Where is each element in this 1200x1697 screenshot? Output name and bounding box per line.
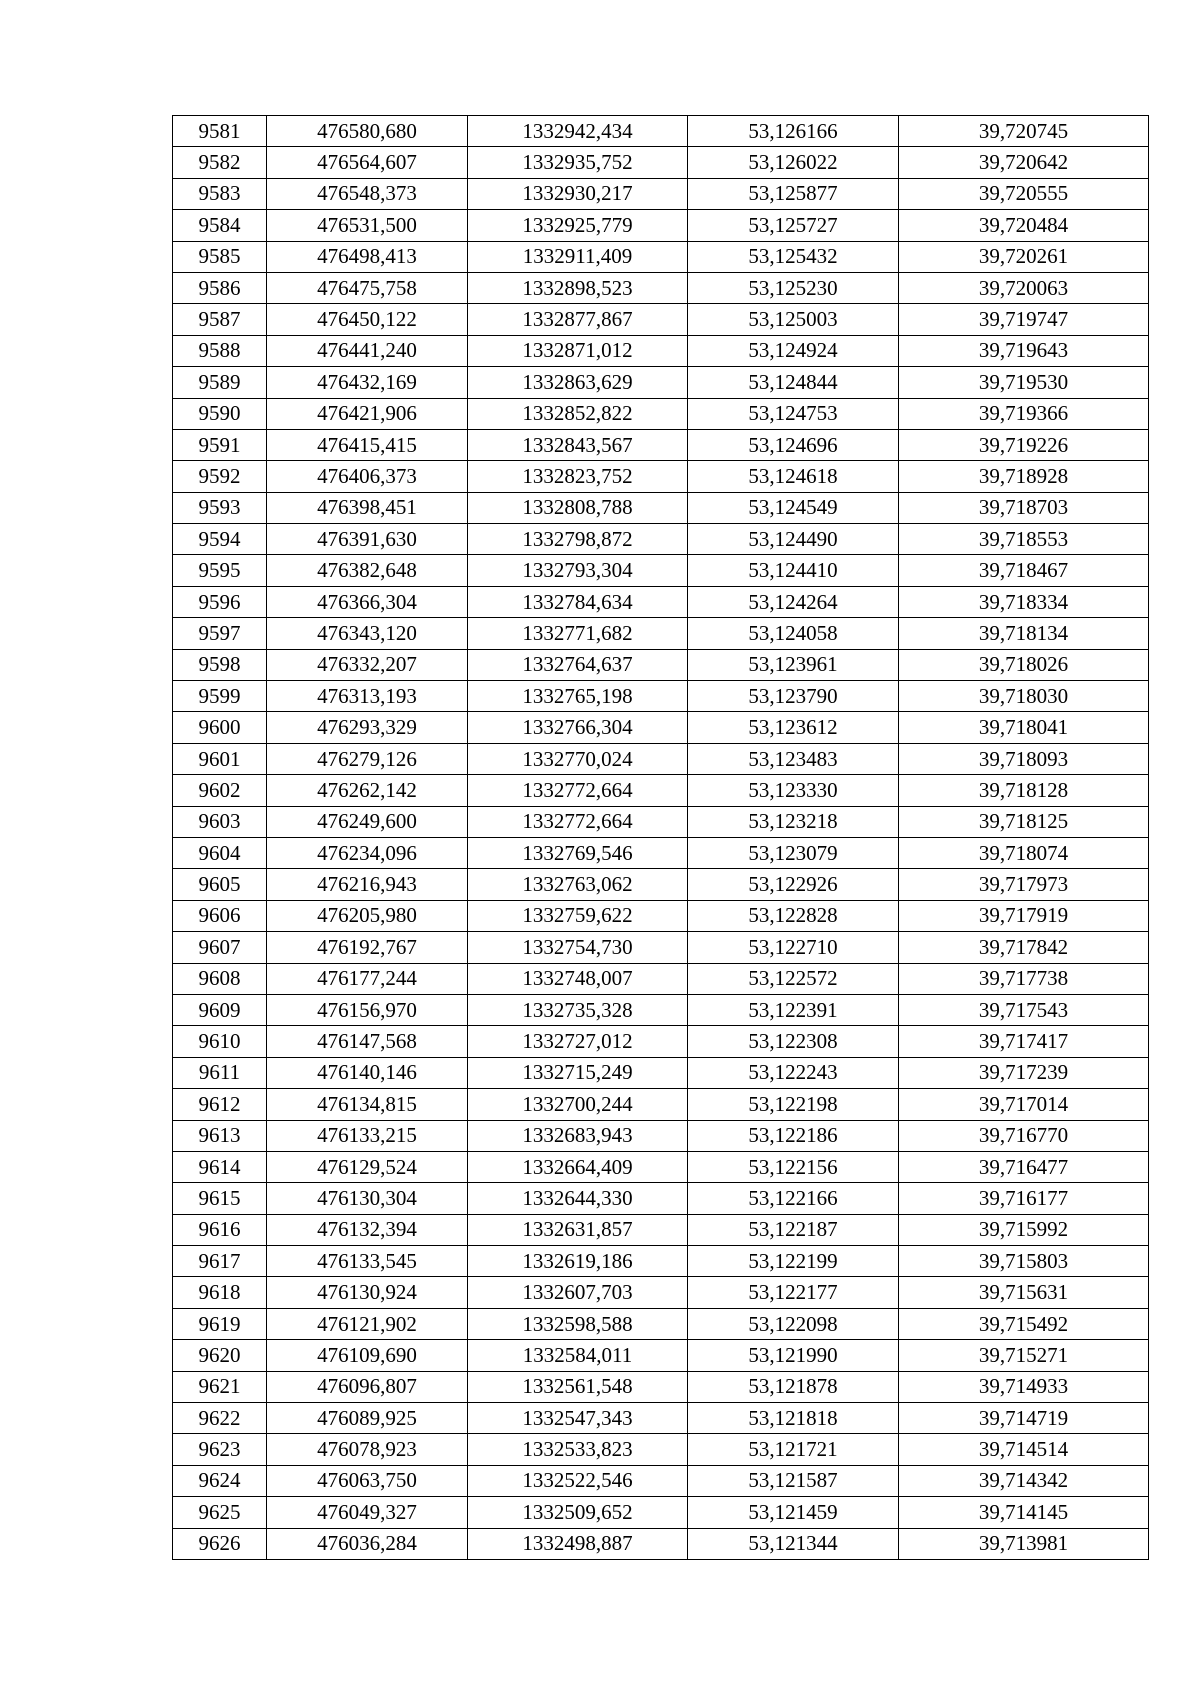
y-coordinate-cell: 1332763,062 xyxy=(468,869,688,900)
latitude-cell: 53,122243 xyxy=(688,1057,899,1088)
table-row xyxy=(173,775,1149,806)
longitude-cell: 39,714719 xyxy=(899,1403,1149,1434)
x-coordinate-cell: 476132,394 xyxy=(267,1214,468,1245)
table-row xyxy=(173,1403,1149,1434)
latitude-cell: 53,123330 xyxy=(688,775,899,806)
longitude-cell: 39,718128 xyxy=(899,775,1149,806)
y-coordinate-cell: 1332769,546 xyxy=(468,837,688,868)
longitude-cell: 39,717417 xyxy=(899,1026,1149,1057)
longitude-cell: 39,717973 xyxy=(899,869,1149,900)
x-coordinate-cell: 476089,925 xyxy=(267,1403,468,1434)
latitude-cell: 53,122187 xyxy=(688,1214,899,1245)
table-row xyxy=(173,1434,1149,1465)
latitude-cell: 53,124549 xyxy=(688,492,899,523)
table-row xyxy=(173,335,1149,366)
latitude-cell: 53,125727 xyxy=(688,210,899,241)
x-coordinate-cell: 476109,690 xyxy=(267,1340,468,1371)
latitude-cell: 53,124696 xyxy=(688,429,899,460)
y-coordinate-cell: 1332771,682 xyxy=(468,618,688,649)
latitude-cell: 53,122199 xyxy=(688,1246,899,1277)
longitude-cell: 39,716770 xyxy=(899,1120,1149,1151)
y-coordinate-cell: 1332498,887 xyxy=(468,1528,688,1559)
point-number-cell: 9612 xyxy=(173,1089,267,1120)
latitude-cell: 53,125003 xyxy=(688,304,899,335)
longitude-cell: 39,719530 xyxy=(899,367,1149,398)
longitude-cell: 39,716477 xyxy=(899,1151,1149,1182)
longitude-cell: 39,715271 xyxy=(899,1340,1149,1371)
table-row xyxy=(173,1465,1149,1496)
table-row xyxy=(173,178,1149,209)
point-number-cell: 9587 xyxy=(173,304,267,335)
longitude-cell: 39,718030 xyxy=(899,681,1149,712)
x-coordinate-cell: 476249,600 xyxy=(267,806,468,837)
y-coordinate-cell: 1332942,434 xyxy=(468,116,688,147)
point-number-cell: 9596 xyxy=(173,586,267,617)
table-row xyxy=(173,272,1149,303)
latitude-cell: 53,122098 xyxy=(688,1308,899,1339)
x-coordinate-cell: 476129,524 xyxy=(267,1151,468,1182)
x-coordinate-cell: 476398,451 xyxy=(267,492,468,523)
y-coordinate-cell: 1332522,546 xyxy=(468,1465,688,1496)
longitude-cell: 39,720642 xyxy=(899,147,1149,178)
y-coordinate-cell: 1332754,730 xyxy=(468,932,688,963)
point-number-cell: 9610 xyxy=(173,1026,267,1057)
x-coordinate-cell: 476130,924 xyxy=(267,1277,468,1308)
coordinates-table-body xyxy=(173,116,1149,1560)
longitude-cell: 39,719366 xyxy=(899,398,1149,429)
point-number-cell: 9594 xyxy=(173,524,267,555)
y-coordinate-cell: 1332533,823 xyxy=(468,1434,688,1465)
table-row xyxy=(173,743,1149,774)
y-coordinate-cell: 1332843,567 xyxy=(468,429,688,460)
latitude-cell: 53,124753 xyxy=(688,398,899,429)
table-row xyxy=(173,210,1149,241)
y-coordinate-cell: 1332863,629 xyxy=(468,367,688,398)
longitude-cell: 39,718467 xyxy=(899,555,1149,586)
point-number-cell: 9624 xyxy=(173,1465,267,1496)
x-coordinate-cell: 476432,169 xyxy=(267,367,468,398)
longitude-cell: 39,718041 xyxy=(899,712,1149,743)
table-row xyxy=(173,1497,1149,1528)
x-coordinate-cell: 476134,815 xyxy=(267,1089,468,1120)
latitude-cell: 53,126022 xyxy=(688,147,899,178)
y-coordinate-cell: 1332619,186 xyxy=(468,1246,688,1277)
longitude-cell: 39,713981 xyxy=(899,1528,1149,1559)
table-row xyxy=(173,900,1149,931)
longitude-cell: 39,717239 xyxy=(899,1057,1149,1088)
point-number-cell: 9604 xyxy=(173,837,267,868)
latitude-cell: 53,123790 xyxy=(688,681,899,712)
y-coordinate-cell: 1332547,343 xyxy=(468,1403,688,1434)
x-coordinate-cell: 476234,096 xyxy=(267,837,468,868)
y-coordinate-cell: 1332898,523 xyxy=(468,272,688,303)
x-coordinate-cell: 476406,373 xyxy=(267,461,468,492)
x-coordinate-cell: 476133,545 xyxy=(267,1246,468,1277)
table-row xyxy=(173,586,1149,617)
table-row xyxy=(173,649,1149,680)
latitude-cell: 53,121459 xyxy=(688,1497,899,1528)
longitude-cell: 39,717543 xyxy=(899,994,1149,1025)
x-coordinate-cell: 476078,923 xyxy=(267,1434,468,1465)
y-coordinate-cell: 1332631,857 xyxy=(468,1214,688,1245)
latitude-cell: 53,121878 xyxy=(688,1371,899,1402)
point-number-cell: 9595 xyxy=(173,555,267,586)
x-coordinate-cell: 476498,413 xyxy=(267,241,468,272)
latitude-cell: 53,121721 xyxy=(688,1434,899,1465)
point-number-cell: 9582 xyxy=(173,147,267,178)
latitude-cell: 53,125432 xyxy=(688,241,899,272)
point-number-cell: 9599 xyxy=(173,681,267,712)
point-number-cell: 9606 xyxy=(173,900,267,931)
longitude-cell: 39,718074 xyxy=(899,837,1149,868)
point-number-cell: 9588 xyxy=(173,335,267,366)
point-number-cell: 9583 xyxy=(173,178,267,209)
point-number-cell: 9581 xyxy=(173,116,267,147)
table-row xyxy=(173,869,1149,900)
x-coordinate-cell: 476177,244 xyxy=(267,963,468,994)
point-number-cell: 9603 xyxy=(173,806,267,837)
point-number-cell: 9585 xyxy=(173,241,267,272)
point-number-cell: 9584 xyxy=(173,210,267,241)
x-coordinate-cell: 476391,630 xyxy=(267,524,468,555)
latitude-cell: 53,124410 xyxy=(688,555,899,586)
point-number-cell: 9605 xyxy=(173,869,267,900)
y-coordinate-cell: 1332607,703 xyxy=(468,1277,688,1308)
point-number-cell: 9601 xyxy=(173,743,267,774)
latitude-cell: 53,121990 xyxy=(688,1340,899,1371)
longitude-cell: 39,715631 xyxy=(899,1277,1149,1308)
table-row xyxy=(173,398,1149,429)
table-row xyxy=(173,1371,1149,1402)
latitude-cell: 53,122308 xyxy=(688,1026,899,1057)
y-coordinate-cell: 1332772,664 xyxy=(468,806,688,837)
y-coordinate-cell: 1332823,752 xyxy=(468,461,688,492)
latitude-cell: 53,122156 xyxy=(688,1151,899,1182)
point-number-cell: 9597 xyxy=(173,618,267,649)
x-coordinate-cell: 476192,767 xyxy=(267,932,468,963)
latitude-cell: 53,122926 xyxy=(688,869,899,900)
point-number-cell: 9591 xyxy=(173,429,267,460)
table-row xyxy=(173,681,1149,712)
coordinates-table xyxy=(172,115,1149,1560)
table-row xyxy=(173,429,1149,460)
x-coordinate-cell: 476140,146 xyxy=(267,1057,468,1088)
x-coordinate-cell: 476205,980 xyxy=(267,900,468,931)
y-coordinate-cell: 1332930,217 xyxy=(468,178,688,209)
y-coordinate-cell: 1332808,788 xyxy=(468,492,688,523)
longitude-cell: 39,720063 xyxy=(899,272,1149,303)
table-row xyxy=(173,555,1149,586)
latitude-cell: 53,121587 xyxy=(688,1465,899,1496)
latitude-cell: 53,124844 xyxy=(688,367,899,398)
latitude-cell: 53,123961 xyxy=(688,649,899,680)
latitude-cell: 53,124264 xyxy=(688,586,899,617)
longitude-cell: 39,714933 xyxy=(899,1371,1149,1402)
latitude-cell: 53,125230 xyxy=(688,272,899,303)
table-row xyxy=(173,524,1149,555)
point-number-cell: 9586 xyxy=(173,272,267,303)
longitude-cell: 39,719226 xyxy=(899,429,1149,460)
longitude-cell: 39,718134 xyxy=(899,618,1149,649)
y-coordinate-cell: 1332683,943 xyxy=(468,1120,688,1151)
latitude-cell: 53,126166 xyxy=(688,116,899,147)
point-number-cell: 9616 xyxy=(173,1214,267,1245)
table-row xyxy=(173,1120,1149,1151)
latitude-cell: 53,123612 xyxy=(688,712,899,743)
table-row xyxy=(173,1528,1149,1559)
longitude-cell: 39,720261 xyxy=(899,241,1149,272)
x-coordinate-cell: 476548,373 xyxy=(267,178,468,209)
point-number-cell: 9609 xyxy=(173,994,267,1025)
point-number-cell: 9607 xyxy=(173,932,267,963)
y-coordinate-cell: 1332561,548 xyxy=(468,1371,688,1402)
point-number-cell: 9623 xyxy=(173,1434,267,1465)
table-row xyxy=(173,712,1149,743)
point-number-cell: 9608 xyxy=(173,963,267,994)
x-coordinate-cell: 476564,607 xyxy=(267,147,468,178)
x-coordinate-cell: 476421,906 xyxy=(267,398,468,429)
table-row xyxy=(173,1151,1149,1182)
y-coordinate-cell: 1332793,304 xyxy=(468,555,688,586)
table-row xyxy=(173,304,1149,335)
longitude-cell: 39,720555 xyxy=(899,178,1149,209)
x-coordinate-cell: 476063,750 xyxy=(267,1465,468,1496)
latitude-cell: 53,122572 xyxy=(688,963,899,994)
y-coordinate-cell: 1332925,779 xyxy=(468,210,688,241)
point-number-cell: 9613 xyxy=(173,1120,267,1151)
y-coordinate-cell: 1332584,011 xyxy=(468,1340,688,1371)
y-coordinate-cell: 1332770,024 xyxy=(468,743,688,774)
point-number-cell: 9614 xyxy=(173,1151,267,1182)
table-row xyxy=(173,618,1149,649)
longitude-cell: 39,720745 xyxy=(899,116,1149,147)
x-coordinate-cell: 476036,284 xyxy=(267,1528,468,1559)
y-coordinate-cell: 1332700,244 xyxy=(468,1089,688,1120)
table-row xyxy=(173,932,1149,963)
latitude-cell: 53,123218 xyxy=(688,806,899,837)
longitude-cell: 39,715492 xyxy=(899,1308,1149,1339)
x-coordinate-cell: 476133,215 xyxy=(267,1120,468,1151)
table-row xyxy=(173,241,1149,272)
y-coordinate-cell: 1332509,652 xyxy=(468,1497,688,1528)
x-coordinate-cell: 476382,648 xyxy=(267,555,468,586)
y-coordinate-cell: 1332727,012 xyxy=(468,1026,688,1057)
latitude-cell: 53,124924 xyxy=(688,335,899,366)
table-row xyxy=(173,492,1149,523)
point-number-cell: 9625 xyxy=(173,1497,267,1528)
table-row xyxy=(173,367,1149,398)
longitude-cell: 39,718334 xyxy=(899,586,1149,617)
x-coordinate-cell: 476216,943 xyxy=(267,869,468,900)
longitude-cell: 39,717014 xyxy=(899,1089,1149,1120)
point-number-cell: 9598 xyxy=(173,649,267,680)
x-coordinate-cell: 476262,142 xyxy=(267,775,468,806)
latitude-cell: 53,124618 xyxy=(688,461,899,492)
x-coordinate-cell: 476147,568 xyxy=(267,1026,468,1057)
longitude-cell: 39,714514 xyxy=(899,1434,1149,1465)
table-row xyxy=(173,1183,1149,1214)
latitude-cell: 53,124058 xyxy=(688,618,899,649)
x-coordinate-cell: 476332,207 xyxy=(267,649,468,680)
y-coordinate-cell: 1332798,872 xyxy=(468,524,688,555)
table-row xyxy=(173,1308,1149,1339)
x-coordinate-cell: 476580,680 xyxy=(267,116,468,147)
latitude-cell: 53,122710 xyxy=(688,932,899,963)
table-row xyxy=(173,1214,1149,1245)
longitude-cell: 39,714145 xyxy=(899,1497,1149,1528)
longitude-cell: 39,715803 xyxy=(899,1246,1149,1277)
x-coordinate-cell: 476049,327 xyxy=(267,1497,468,1528)
table-row xyxy=(173,994,1149,1025)
y-coordinate-cell: 1332748,007 xyxy=(468,963,688,994)
y-coordinate-cell: 1332735,328 xyxy=(468,994,688,1025)
table-row xyxy=(173,837,1149,868)
point-number-cell: 9602 xyxy=(173,775,267,806)
y-coordinate-cell: 1332852,822 xyxy=(468,398,688,429)
longitude-cell: 39,719747 xyxy=(899,304,1149,335)
longitude-cell: 39,718125 xyxy=(899,806,1149,837)
x-coordinate-cell: 476121,902 xyxy=(267,1308,468,1339)
point-number-cell: 9619 xyxy=(173,1308,267,1339)
longitude-cell: 39,717919 xyxy=(899,900,1149,931)
y-coordinate-cell: 1332764,637 xyxy=(468,649,688,680)
longitude-cell: 39,715992 xyxy=(899,1214,1149,1245)
table-row xyxy=(173,806,1149,837)
table-row xyxy=(173,1057,1149,1088)
table-row xyxy=(173,1089,1149,1120)
latitude-cell: 53,122391 xyxy=(688,994,899,1025)
longitude-cell: 39,718026 xyxy=(899,649,1149,680)
x-coordinate-cell: 476366,304 xyxy=(267,586,468,617)
x-coordinate-cell: 476441,240 xyxy=(267,335,468,366)
longitude-cell: 39,720484 xyxy=(899,210,1149,241)
table-row xyxy=(173,963,1149,994)
table-row xyxy=(173,1246,1149,1277)
x-coordinate-cell: 476450,122 xyxy=(267,304,468,335)
y-coordinate-cell: 1332759,622 xyxy=(468,900,688,931)
latitude-cell: 53,123079 xyxy=(688,837,899,868)
y-coordinate-cell: 1332935,752 xyxy=(468,147,688,178)
point-number-cell: 9600 xyxy=(173,712,267,743)
x-coordinate-cell: 476531,500 xyxy=(267,210,468,241)
latitude-cell: 53,122166 xyxy=(688,1183,899,1214)
point-number-cell: 9621 xyxy=(173,1371,267,1402)
x-coordinate-cell: 476313,193 xyxy=(267,681,468,712)
longitude-cell: 39,716177 xyxy=(899,1183,1149,1214)
point-number-cell: 9626 xyxy=(173,1528,267,1559)
longitude-cell: 39,719643 xyxy=(899,335,1149,366)
table-row xyxy=(173,1026,1149,1057)
longitude-cell: 39,714342 xyxy=(899,1465,1149,1496)
point-number-cell: 9618 xyxy=(173,1277,267,1308)
longitude-cell: 39,717738 xyxy=(899,963,1149,994)
y-coordinate-cell: 1332784,634 xyxy=(468,586,688,617)
x-coordinate-cell: 476096,807 xyxy=(267,1371,468,1402)
y-coordinate-cell: 1332766,304 xyxy=(468,712,688,743)
x-coordinate-cell: 476475,758 xyxy=(267,272,468,303)
longitude-cell: 39,718703 xyxy=(899,492,1149,523)
table-row xyxy=(173,1277,1149,1308)
point-number-cell: 9593 xyxy=(173,492,267,523)
latitude-cell: 53,122828 xyxy=(688,900,899,931)
latitude-cell: 53,121818 xyxy=(688,1403,899,1434)
latitude-cell: 53,125877 xyxy=(688,178,899,209)
longitude-cell: 39,717842 xyxy=(899,932,1149,963)
table-row xyxy=(173,1340,1149,1371)
longitude-cell: 39,718553 xyxy=(899,524,1149,555)
point-number-cell: 9592 xyxy=(173,461,267,492)
x-coordinate-cell: 476156,970 xyxy=(267,994,468,1025)
latitude-cell: 53,121344 xyxy=(688,1528,899,1559)
x-coordinate-cell: 476130,304 xyxy=(267,1183,468,1214)
y-coordinate-cell: 1332644,330 xyxy=(468,1183,688,1214)
longitude-cell: 39,718928 xyxy=(899,461,1149,492)
latitude-cell: 53,124490 xyxy=(688,524,899,555)
y-coordinate-cell: 1332772,664 xyxy=(468,775,688,806)
point-number-cell: 9617 xyxy=(173,1246,267,1277)
y-coordinate-cell: 1332911,409 xyxy=(468,241,688,272)
point-number-cell: 9615 xyxy=(173,1183,267,1214)
x-coordinate-cell: 476293,329 xyxy=(267,712,468,743)
x-coordinate-cell: 476415,415 xyxy=(267,429,468,460)
latitude-cell: 53,122198 xyxy=(688,1089,899,1120)
point-number-cell: 9620 xyxy=(173,1340,267,1371)
y-coordinate-cell: 1332598,588 xyxy=(468,1308,688,1339)
x-coordinate-cell: 476343,120 xyxy=(267,618,468,649)
y-coordinate-cell: 1332871,012 xyxy=(468,335,688,366)
y-coordinate-cell: 1332664,409 xyxy=(468,1151,688,1182)
table-row xyxy=(173,116,1149,147)
y-coordinate-cell: 1332715,249 xyxy=(468,1057,688,1088)
point-number-cell: 9622 xyxy=(173,1403,267,1434)
x-coordinate-cell: 476279,126 xyxy=(267,743,468,774)
latitude-cell: 53,122186 xyxy=(688,1120,899,1151)
point-number-cell: 9590 xyxy=(173,398,267,429)
table-row xyxy=(173,147,1149,178)
y-coordinate-cell: 1332877,867 xyxy=(468,304,688,335)
point-number-cell: 9589 xyxy=(173,367,267,398)
latitude-cell: 53,123483 xyxy=(688,743,899,774)
table-row xyxy=(173,461,1149,492)
latitude-cell: 53,122177 xyxy=(688,1277,899,1308)
point-number-cell: 9611 xyxy=(173,1057,267,1088)
y-coordinate-cell: 1332765,198 xyxy=(468,681,688,712)
longitude-cell: 39,718093 xyxy=(899,743,1149,774)
